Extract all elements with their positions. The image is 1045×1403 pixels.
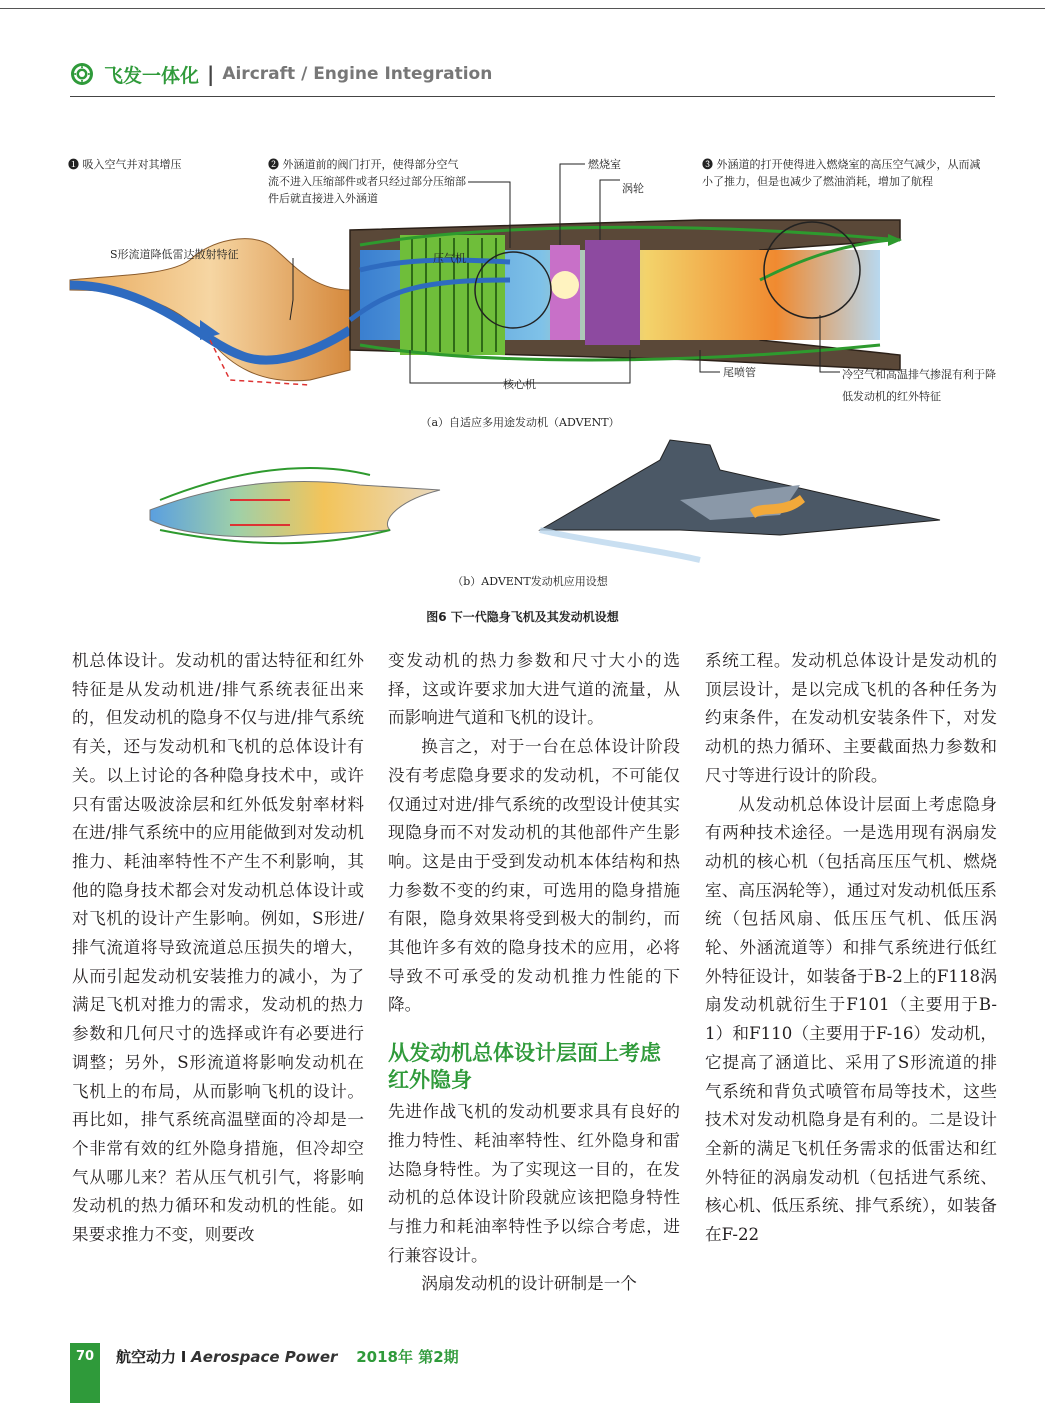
text-column-2 (388, 647, 680, 1299)
label-cooling: 冷空气和高温排气掺混有利于降低发动机的红外特征 (842, 368, 996, 403)
text-column-1 (72, 647, 364, 1250)
page-number: 70 (75, 1349, 95, 1364)
section-separator: | (207, 62, 215, 86)
footer-journal (116, 1346, 459, 1367)
figure-caption: 图6 下一代隐身飞机及其发动机设想 (426, 610, 619, 624)
journal-separator: I (180, 1348, 187, 1366)
journal-logo-icon (70, 62, 94, 86)
annotation-3: ❸ 外涵道的打开使得进入燃烧室的高压空气减少，从而减小了推力，但是也减少了燃油消耗，增加了航程 (702, 158, 981, 188)
paragraph: 变发动机的热力参数和尺寸大小的选择，这或许要求加大进气道的流量，从而影响进气道和飞机的设计。 (388, 651, 680, 728)
text-column-3 (705, 647, 997, 1250)
subcaption-a: （a）自适应多用途发动机（ADVENT） (420, 416, 620, 429)
journal-issue: 2018年 第2期 (356, 1348, 459, 1366)
paragraph: 先进作战飞机的发动机要求具有良好的推力特性、耗油率特性、红外隐身和雷达隐身特性。为了实现这一目的，在发动机的总体设计阶段就应该把隐身特性与推力和耗油率特性予以综合考虑，进行兼容设计。 (388, 1102, 680, 1265)
label-combustor: 燃烧室 (588, 158, 621, 171)
top-border (0, 8, 1045, 9)
section-heading: 从发动机总体设计层面上考虑红外隐身 (388, 1041, 661, 1093)
paragraph: 涡扇发动机的设计研制是一个 (421, 1274, 637, 1294)
figure-6 (60, 140, 1000, 630)
header-rule (70, 96, 995, 97)
journal-name-en: Aerospace Power (191, 1348, 338, 1366)
paragraph: 从发动机总体设计层面上考虑隐身有两种技术途径。一是选用现有涡扇发动机的核心机（包括高压压气机、燃烧室、高压涡轮等），通过对发动机低压系统（包括风扇、低压压气机、低压涡轮、外涵流道等）和排气系统进行低红外特征设计，如装备于B-2上的F118涡扇发动机就衍生于F101（主要用于B-1）和F110（主要用于F-16）发动机，它提高了涵道比、采用了S形流道的排气系统和背负式喷管布局等技术，这些技术对发动机隐身是有利的。二是设计全新的满足飞机任务需求的低雷达和红外特征的涡扇发动机（包括进气系统、核心机、低压系统、排气系统），如装备在F-22 (705, 794, 997, 1245)
label-nozzle: 尾喷管 (723, 366, 756, 379)
subcaption-b: （b）ADVENT发动机应用设想 (452, 575, 608, 588)
label-turbine: 涡轮 (622, 182, 644, 195)
paragraph: 机总体设计。发动机的雷达特征和红外特征是从发动机进/排气系统表征出来的，但发动机的隐身不仅与进/排气系统有关，还与发动机和飞机的总体设计有关。以上讨论的各种隐身技术中，或许只有雷达吸波涂层和红外低发射率材料在进/排气系统中的应用能做到对发动机推力、耗油率特性不产生不利影响，其他的隐身技术都会对发动机总体设计或对飞机的设计产生影响。例如，S形进/排气流道将导致流道总压损失的增大，从而引起发动机安装推力的减小，为了满足飞机对推力的需求，发动机的热力参数和几何尺寸的选择或许有必要进行调整；另外，S形流道将影响发动机在飞机上的布局，从而影响飞机的设计。再比如，排气系统高温壁面的冷却是一个非常有效的红外隐身措施，但冷却空气从哪儿来？若从压气机引气，将影响发动机的热力循环和发动机的性能。如果要求推力不变，则要改 (72, 651, 364, 1245)
paragraph: 换言之，对于一台在总体设计阶段没有考虑隐身要求的发动机，不可能仅仅通过对进/排气系统的改型设计使其实现隐身而不对发动机的其他部件产生影响。这是由于受到发动机本体结构和热力参数不变的约束，可选用的隐身措施有限，隐身效果将受到极大的制约，而其他许多有效的隐身技术的应用，必将导致不可承受的发动机推力性能的下降。 (388, 737, 680, 1015)
label-compressor: 压气机 (433, 252, 466, 265)
label-s-duct: S形流道降低雷达散射特征 (110, 248, 239, 261)
section-title-cn: 飞发一体化 (104, 64, 200, 87)
section-header (70, 60, 492, 88)
label-core: 核心机 (503, 378, 536, 391)
annotation-1: ❶ 吸入空气并对其增压 (68, 158, 182, 171)
section-title-en: Aircraft / Engine Integration (222, 64, 493, 84)
journal-name-cn: 航空动力 (116, 1348, 177, 1366)
paragraph: 系统工程。发动机总体设计是发动机的顶层设计，是以完成飞机的各种任务为约束条件，在发动机安装条件下，对发动机的热力循环、主要截面热力参数和尺寸等进行设计的阶段。 (705, 651, 997, 785)
annotation-2: ❷ 外涵道前的阀门打开，使得部分空气流不进入压缩部件或者只经过部分压缩部件后就直接进入外涵道 (268, 158, 466, 205)
